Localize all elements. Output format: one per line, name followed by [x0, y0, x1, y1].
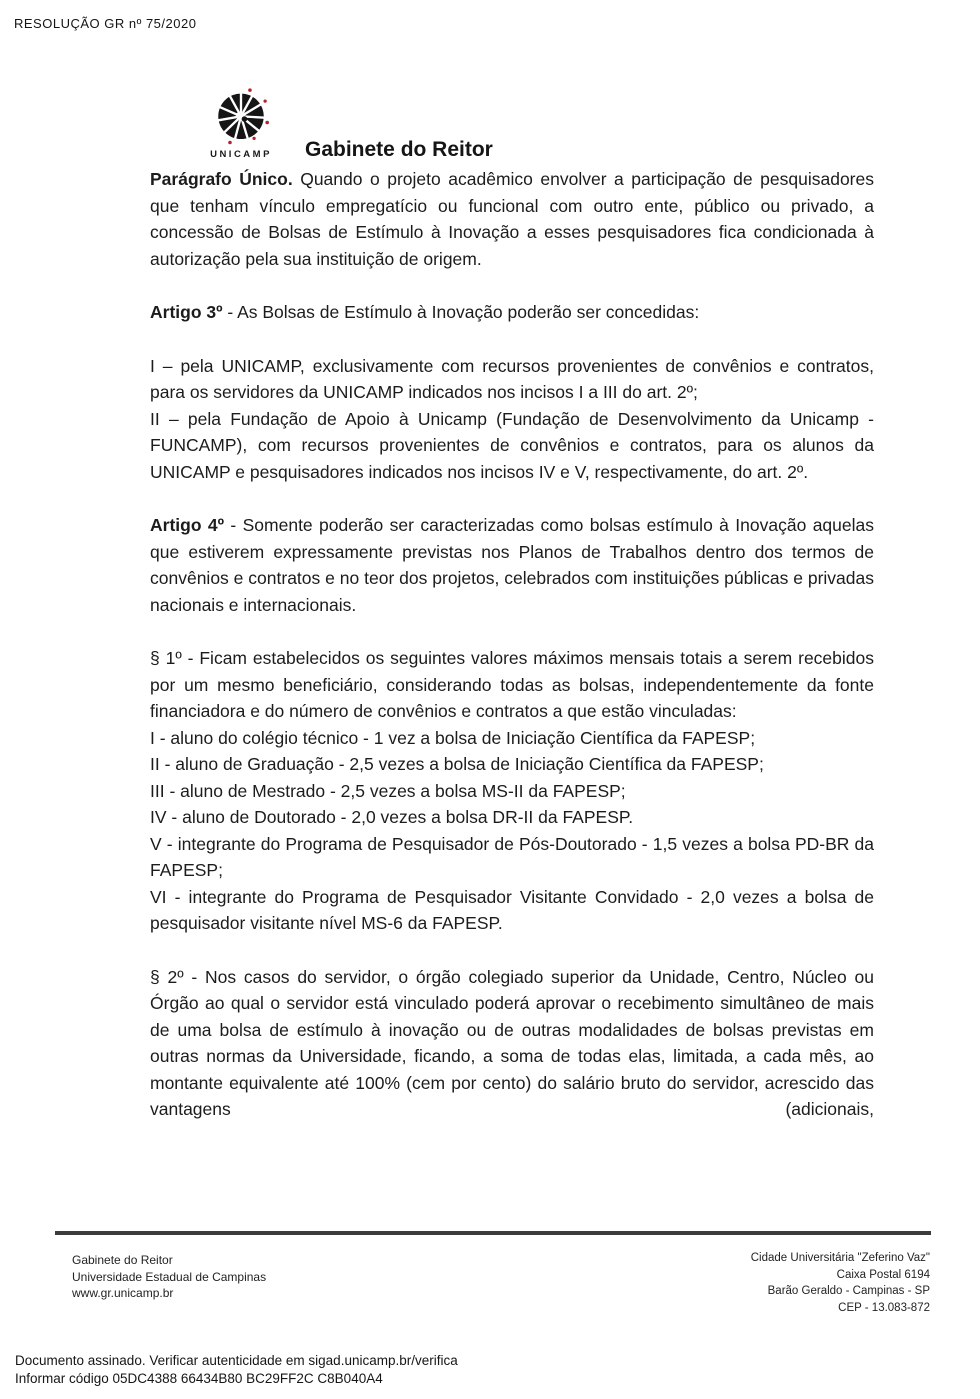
artigo-4-text: - Somente poderão ser caracterizadas como bolsas estímulo à Inovação aquelas que estiverem expressamente previstas nos Planos de Trabalhos dentro dos termos de convênios e contratos e no teor dos projetos, celebrados com instituições públicas e privadas nacionais e internacionais.: [150, 515, 874, 615]
footer-website: www.gr.unicamp.br: [72, 1286, 174, 1300]
valores-item-5: V - integrante do Programa de Pesquisador de Pós-Doutorado - 1,5 vezes a bolsa PD-BR da FAPESP;: [150, 833, 874, 880]
document-body: [150, 166, 874, 1123]
artigo-3-heading: [150, 299, 874, 326]
artigo-4-label: Artigo 4º: [150, 515, 225, 535]
valores-item-1: I - aluno do colégio técnico - 1 vez a bolsa de Iniciação Científica da FAPESP;: [150, 727, 756, 748]
page-title: Gabinete do Reitor: [305, 138, 493, 161]
unicamp-logo: [203, 86, 279, 160]
footer-city: Barão Geraldo - Campinas - SP: [767, 1285, 930, 1297]
valores-item-4: IV - aluno de Doutorado - 2,0 vezes a bolsa DR-II da FAPESP.: [150, 807, 634, 827]
paragrafo-unico-text: Quando o projeto acadêmico envolver a participação de pesquisadores que tenham vínculo empregatício ou funcional com outro ente, público ou privado, a concessão de Bolsas de Estímulo à Inovação a esses pesquisadores fica condicionada à autorização pela sua instituição de origem.: [150, 169, 874, 269]
footer-university: Universidade Estadual de Campinas: [72, 1269, 267, 1284]
valores-item-3: III - aluno de Mestrado - 2,5 vezes a bolsa MS-II da FAPESP;: [150, 780, 626, 801]
footer-address-right: [751, 1250, 930, 1316]
unicamp-logo-icon: [206, 86, 276, 148]
signature-verification-line1: Documento assinado. Verificar autenticidade em sigad.unicamp.br/verifica: [15, 1353, 458, 1368]
valores-item-6: VI - integrante do Programa de Pesquisador Visitante Convidado - 2,0 vezes a bolsa de pesquisador visitante nível MS-6 da FAPESP.: [150, 886, 874, 933]
footer-divider: [55, 1231, 931, 1235]
valores-item-2: II - aluno de Graduação - 2,5 vezes a bolsa de Iniciação Científica da FAPESP;: [150, 754, 764, 774]
paragrafo-1: § 1º - Ficam estabelecidos os seguintes valores máximos mensais totais a serem recebidos por um mesmo beneficiário, considerando todas as bolsas, independentemente da fonte financiadora e do número de convênios e contratos a que estão vinculadas:: [150, 648, 874, 721]
paragrafo-unico: [150, 166, 874, 272]
footer-address-left: [72, 1252, 266, 1302]
footer-office: Gabinete do Reitor: [72, 1253, 173, 1267]
paragrafo-unico-label: Parágrafo Único.: [150, 169, 293, 189]
unicamp-logo-text: UNICAMP: [210, 149, 272, 160]
artigo-3-label: Artigo 3º: [150, 302, 223, 322]
artigo-4: [150, 512, 874, 618]
artigo-3-inciso-1: I – pela UNICAMP, exclusivamente com recursos provenientes de convênios e contratos, para os servidores da UNICAMP indicados nos incisos I a III do art. 2º;: [150, 355, 874, 402]
footer-po-box: Caixa Postal 6194: [836, 1268, 930, 1281]
document-reference: RESOLUÇÃO GR nº 75/2020: [14, 16, 197, 31]
artigo-3-inciso-2: II – pela Fundação de Apoio à Unicamp (Fundação de Desenvolvimento da Unicamp - FUNCAMP), com recursos provenientes de convênios e contratos, para os alunos da UNICAMP e pesquisadores indicados nos incisos IV e V, respectivamente, do art. 2º.: [150, 408, 874, 482]
footer-cep: CEP - 13.083-872: [838, 1301, 930, 1314]
artigo-3-text: - As Bolsas de Estímulo à Inovação poderão ser concedidas:: [222, 302, 700, 322]
footer-campus: Cidade Universitária "Zeferino Vaz": [750, 1252, 930, 1264]
signature-verification: [15, 1352, 458, 1388]
signature-verification-line2: Informar código 05DC4388 66434B80 BC29FF2C C8B040A4: [15, 1371, 383, 1386]
paragrafo-2: § 2º - Nos casos do servidor, o órgão colegiado superior da Unidade, Centro, Núcleo ou Órgão ao qual o servidor está vinculado poderá aprovar o recebimento simultâneo de mais de uma bolsa de estímulo à inovação ou de outras modalidades de bolsas previstas em outras normas da Universidade, ficando, a soma de todas elas, limitada, a cada mês, ao montante equivalente até 100% (cem por cento) do salário bruto do servidor, acrescido das vantagens (adicionais,: [150, 966, 874, 1119]
